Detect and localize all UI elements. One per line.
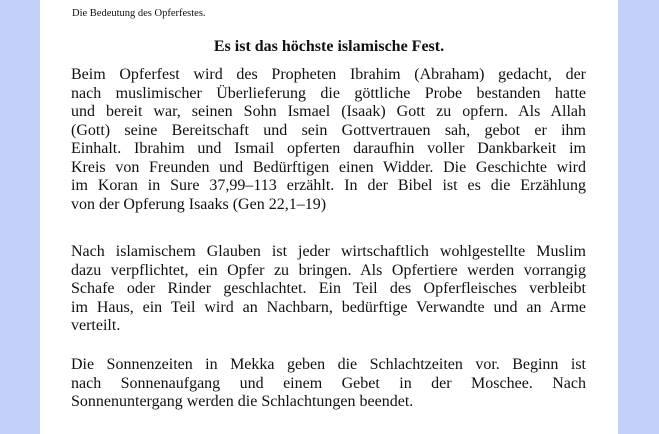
paragraph-line: und bereit war, seinen Sohn Ismael (Isaak) Gott zu opfern. Als Allah [71, 103, 586, 121]
paragraph-3 [71, 356, 586, 412]
paragraph-line: (Gott) seine Bereitschaft und sein Gottvertrauen sah, gebot er ihm [71, 121, 586, 139]
page-title: Es ist das höchste islamische Fest. [213, 38, 445, 55]
paragraph-line: von der Opferung Isaaks (Gen 22,1–19) [71, 195, 327, 213]
paragraph-line: im Koran in Sure 37,99–113 erzählt. In der Bibel ist es die Erzählung [71, 177, 586, 195]
page-header: Die Bedeutung des Opferfestes. [72, 8, 206, 19]
paragraph-line: Beim Opferfest wird des Propheten Ibrahim (Abraham) gedacht, der [71, 66, 586, 83]
paragraph-line: Sonnenuntergang werden die Schlachtungen beendet. [71, 393, 414, 411]
paragraph-1 [71, 66, 586, 214]
paragraph-line: Nach islamischem Glauben ist jeder wirtschaftlich wohlgestellte Muslim [71, 243, 586, 260]
paragraph-line: Kreis von Freunden und Bedürftigen einen Widder. Die Geschichte wird [71, 158, 586, 176]
paragraph-2 [71, 243, 586, 336]
paragraph-line: Schafe oder Rinder geschlachtet. Ein Teil des Opferfleisches verbleibt [71, 280, 586, 298]
paragraph-line: dazu verpflichtet, ein Opfer zu bringen. Als Opfertiere werden vorrangig [71, 261, 586, 279]
paragraph-line: Die Sonnenzeiten in Mekka geben die Schlachtzeiten vor. Beginn ist [71, 356, 586, 373]
paragraph-line: im Haus, ein Teil wird an Nachbarn, bedürftige Verwandte und an Arme [71, 298, 586, 316]
paragraph-line: nach muslimischer Überlieferung die göttliche Probe bestanden hatte [71, 84, 586, 102]
paragraph-line: nach Sonnenaufgang und einem Gebet in der Moschee. Nach [71, 374, 586, 392]
paragraph-line: verteilt. [71, 317, 121, 335]
paragraph-line: Einhalt. Ibrahim und Ismail opferten daraufhin voller Dankbarkeit im [71, 140, 586, 158]
document-page [40, 0, 618, 434]
